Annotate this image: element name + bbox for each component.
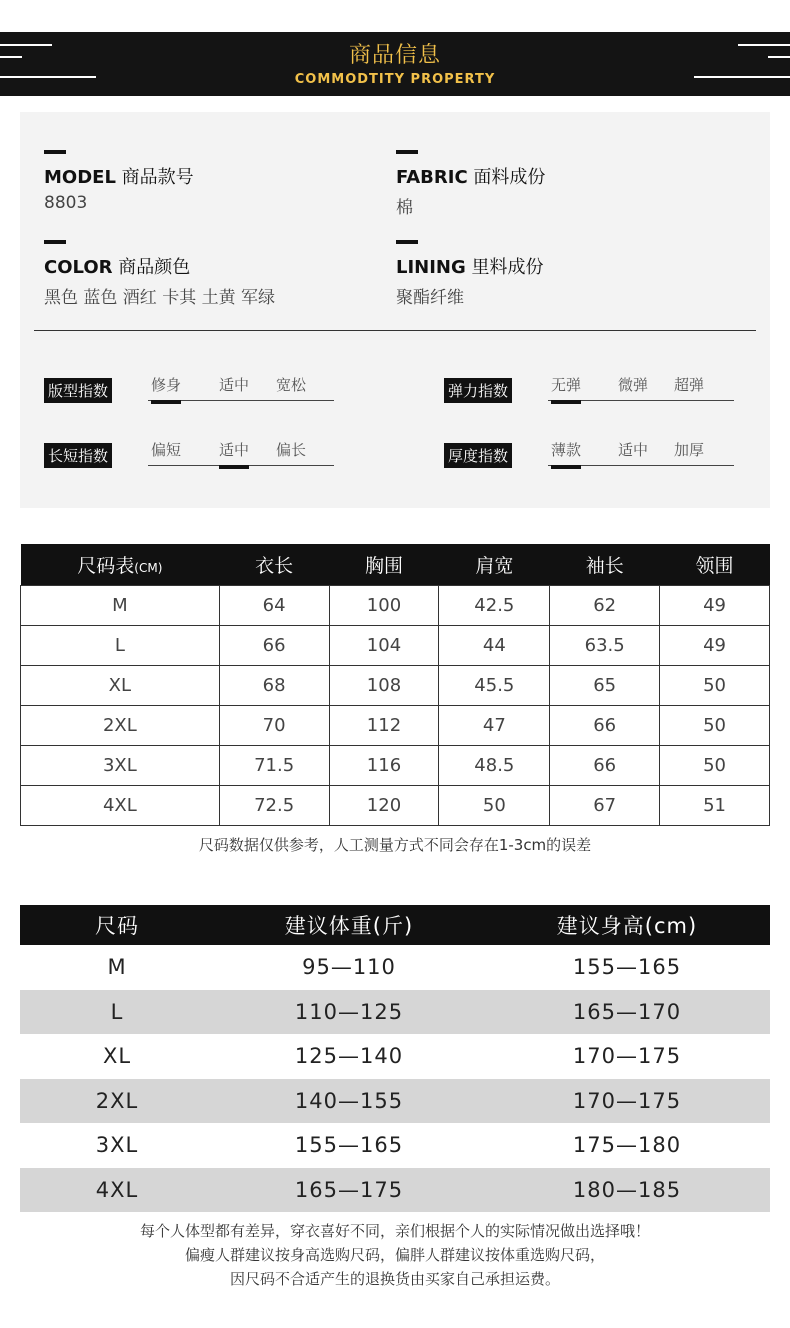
index-option: 加厚 <box>674 441 705 459</box>
index-option: 微弹 <box>618 376 649 394</box>
table-cell: 70 <box>219 705 329 745</box>
table-cell: 51 <box>660 785 770 825</box>
attr-value: 黑色 蓝色 酒红 卡其 土黄 军绿 <box>44 288 276 308</box>
table-cell: 50 <box>660 665 770 705</box>
table-row <box>21 665 770 705</box>
note-line: 因尺码不合适产生的退换货由买家自己承担运费。 <box>229 1270 560 1288</box>
size-table <box>20 544 770 826</box>
table-cell: XL <box>102 1044 132 1069</box>
attr-label-cn: 里料成份 <box>471 257 544 278</box>
attr-model <box>44 150 194 213</box>
table-cell: 66 <box>219 625 329 665</box>
table-cell: 62 <box>550 585 660 625</box>
attr-lining <box>396 240 544 308</box>
table-cell: 170—175 <box>572 1044 682 1069</box>
attr-fabric <box>396 150 545 218</box>
attr-label-en: MODEL <box>44 167 116 188</box>
table-cell: 50 <box>660 745 770 785</box>
table-row <box>21 745 770 785</box>
table-cell: M <box>21 585 220 625</box>
table-cell: 2XL <box>20 1079 214 1124</box>
index-option: 偏短 <box>151 441 182 459</box>
attr-color <box>44 240 275 308</box>
index-option-selected: 无弹 <box>551 376 582 394</box>
index-tag: 版型指数 <box>44 378 112 403</box>
index-fit <box>44 374 344 404</box>
attr-label-en: FABRIC <box>396 167 468 188</box>
size-table-note: 尺码数据仅供参考，人工测量方式不同会存在1-3cm的误差 <box>198 836 592 854</box>
size-table-header-cell: 袖长 <box>550 544 660 585</box>
index-tag: 弹力指数 <box>444 378 512 403</box>
table-cell: 155—165 <box>294 1133 404 1158</box>
table-cell: 120 <box>329 785 439 825</box>
table-cell: 155—165 <box>572 955 682 980</box>
table-cell: L <box>21 625 220 665</box>
size-table-header-cell: 胸围 <box>329 544 439 585</box>
section-banner <box>0 32 790 96</box>
table-row <box>21 705 770 745</box>
attr-label-cn: 面料成份 <box>473 167 546 188</box>
table-row <box>21 785 770 825</box>
table-cell: XL <box>21 665 220 705</box>
table-cell: 45.5 <box>439 665 550 705</box>
table-cell: 100 <box>329 585 439 625</box>
size-table-header-cell: 肩宽 <box>439 544 550 585</box>
table-cell: 49 <box>660 585 770 625</box>
table-cell: 3XL <box>21 745 220 785</box>
table-cell: 67 <box>550 785 660 825</box>
recommendation-notes <box>0 1219 790 1291</box>
attr-value: 棉 <box>396 198 413 218</box>
table-row <box>21 625 770 665</box>
table-cell: 50 <box>660 705 770 745</box>
note-line: 偏瘦人群建议按身高选购尺码，偏胖人群建议按体重选购尺码， <box>184 1246 605 1264</box>
table-cell: 140—155 <box>214 1079 484 1124</box>
table-cell: 175—180 <box>572 1133 682 1158</box>
index-option: 适中 <box>219 376 250 394</box>
index-option-selected: 薄款 <box>551 441 582 459</box>
index-option-selected: 适中 <box>219 441 250 459</box>
table-cell: 165—175 <box>214 1168 484 1213</box>
index-option: 适中 <box>618 441 649 459</box>
panel-divider <box>34 330 756 331</box>
attr-marker <box>396 150 418 154</box>
table-cell: 66 <box>550 705 660 745</box>
attr-label-en: LINING <box>396 257 466 278</box>
table-cell: 104 <box>329 625 439 665</box>
table-row <box>20 1034 770 1079</box>
unit-label: (CM) <box>134 560 163 575</box>
recommendation-header-cell: 建议身高(cm) <box>484 905 770 945</box>
product-info-panel <box>20 112 770 508</box>
table-cell: 2XL <box>21 705 220 745</box>
index-option: 超弹 <box>674 376 705 394</box>
table-row <box>20 1123 770 1168</box>
table-cell: 64 <box>219 585 329 625</box>
table-cell: 49 <box>660 625 770 665</box>
table-cell: 4XL <box>21 785 220 825</box>
banner-title: 商品信息 <box>348 43 441 68</box>
size-table-header-cell: 领围 <box>660 544 770 585</box>
index-option: 宽松 <box>276 376 307 394</box>
table-cell: M <box>107 955 127 980</box>
recommendation-table-header <box>20 905 770 945</box>
attr-marker <box>396 240 418 244</box>
size-table-header-cell: 衣长 <box>219 544 329 585</box>
table-cell: 108 <box>329 665 439 705</box>
attr-value: 聚酯纤维 <box>396 288 464 308</box>
table-cell: 95—110 <box>302 955 396 980</box>
table-cell: 180—185 <box>484 1168 770 1213</box>
note-line: 每个人体型都有差异，穿衣喜好不同，亲们根据个人的实际情况做出选择哦！ <box>139 1222 650 1240</box>
table-cell: 72.5 <box>219 785 329 825</box>
table-cell: 71.5 <box>219 745 329 785</box>
table-cell: 47 <box>439 705 550 745</box>
attr-label-cn: 商品款号 <box>121 167 194 188</box>
table-cell: 44 <box>439 625 550 665</box>
table-cell: 48.5 <box>439 745 550 785</box>
banner-subtitle: COMMODTITY PROPERTY <box>294 72 496 87</box>
table-cell: 125—140 <box>294 1044 404 1069</box>
table-row <box>20 990 770 1035</box>
table-row <box>21 585 770 625</box>
attr-marker <box>44 240 66 244</box>
table-cell: 65 <box>550 665 660 705</box>
table-cell: 165—170 <box>484 990 770 1035</box>
index-tag: 厚度指数 <box>444 443 512 468</box>
table-row <box>20 945 770 990</box>
size-table-header-cell: 尺码表(CM) <box>21 544 220 585</box>
index-thickness <box>444 439 744 469</box>
index-option: 偏长 <box>276 441 307 459</box>
index-option-selected: 修身 <box>151 376 182 394</box>
table-cell: 68 <box>219 665 329 705</box>
index-tag: 长短指数 <box>44 443 112 468</box>
index-elastic <box>444 374 744 404</box>
table-cell: 50 <box>439 785 550 825</box>
table-row <box>20 1168 770 1213</box>
recommendation-header-cell: 尺码 <box>20 905 214 945</box>
attr-label-cn: 商品颜色 <box>118 257 191 278</box>
table-cell: 3XL <box>95 1133 139 1158</box>
table-cell: 116 <box>329 745 439 785</box>
attr-value: 8803 <box>44 193 88 213</box>
table-cell: 66 <box>550 745 660 785</box>
table-cell: 63.5 <box>550 625 660 665</box>
table-cell: 42.5 <box>439 585 550 625</box>
size-recommendation-table <box>20 905 770 1212</box>
table-cell: L <box>20 990 214 1035</box>
table-cell: 110—125 <box>214 990 484 1035</box>
table-cell: 4XL <box>20 1168 214 1213</box>
table-row <box>20 1079 770 1124</box>
index-length <box>44 439 344 469</box>
size-table-header <box>21 544 770 585</box>
table-cell: 112 <box>329 705 439 745</box>
table-cell: 170—175 <box>484 1079 770 1124</box>
recommendation-header-cell: 建议体重(斤) <box>214 905 484 945</box>
attr-label-en: COLOR <box>44 257 113 278</box>
attr-marker <box>44 150 66 154</box>
